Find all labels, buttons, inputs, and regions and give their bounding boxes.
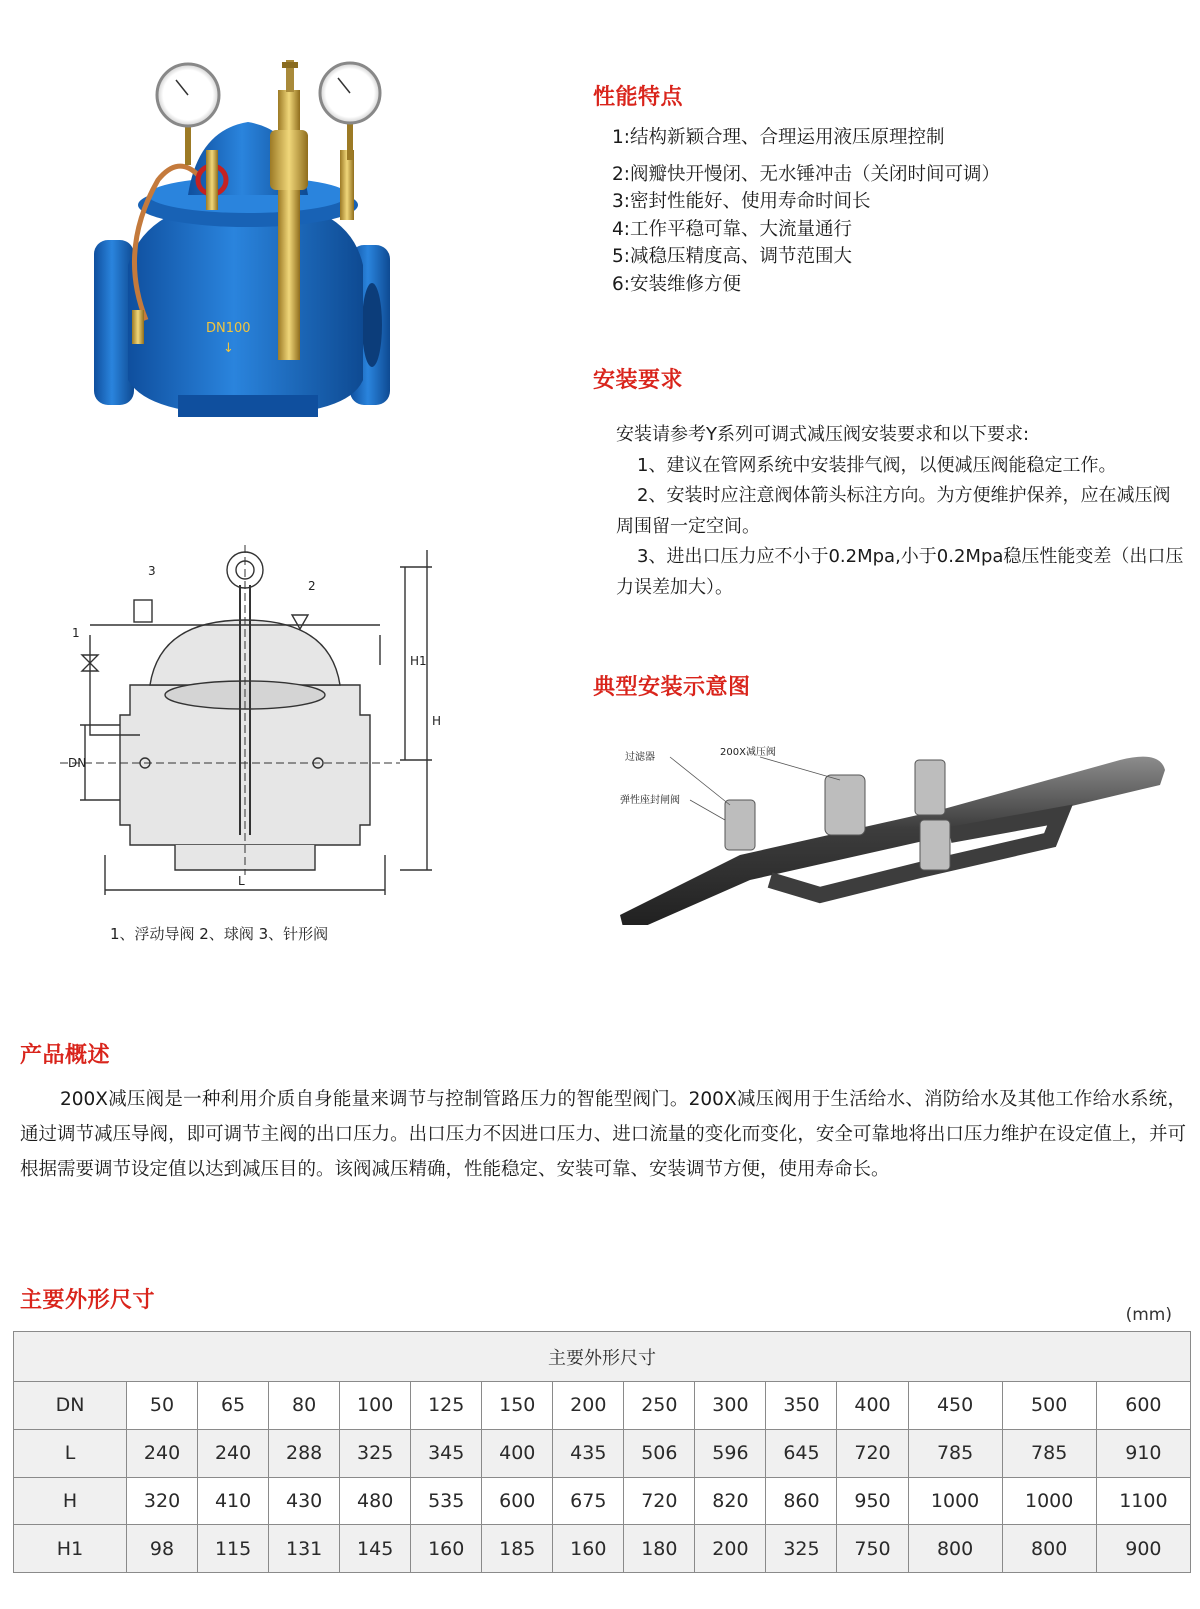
table-cell: 160: [553, 1525, 624, 1573]
row-header: DN: [14, 1382, 127, 1430]
dim-label-h: H: [432, 714, 442, 728]
table-cell: 1000: [1002, 1477, 1096, 1525]
table-cell: 250: [624, 1382, 695, 1430]
feature-item: 6:安装维修方便: [612, 273, 742, 295]
table-cell: 325: [766, 1525, 837, 1573]
overview-paragraph: 200X减压阀是一种利用介质自身能量来调节与控制管路压力的智能型阀门。200X减压阀用于生活给水、消防给水及其他工作给水系统，通过调节减压导阀，即可调节主阀的出口压力。出口压力不因进口压力、进口流量的变化而变化，安全可靠地将出口压力维护在设定值上，并可根据需要调节设定值以达到减压目的。该阀减压精确，性能稳定、安装可靠、安装调节方便，使用寿命长。: [20, 1089, 1186, 1180]
table-cell: 435: [553, 1429, 624, 1477]
table-cell: 125: [411, 1382, 482, 1430]
table-cell: 1100: [1096, 1477, 1190, 1525]
table-cell: 300: [695, 1382, 766, 1430]
table-cell: 100: [340, 1382, 411, 1430]
callout-1: 1: [72, 626, 80, 640]
table-cell: 400: [482, 1429, 553, 1477]
typical-install-diagram: [620, 745, 1180, 925]
overview-heading: 产品概述: [20, 1043, 111, 1068]
table-cell: 200: [553, 1382, 624, 1430]
table-cell: 450: [908, 1382, 1002, 1430]
table-cell: 345: [411, 1429, 482, 1477]
table-cell: 600: [482, 1477, 553, 1525]
table-cell: 1000: [908, 1477, 1002, 1525]
table-cell: 506: [624, 1429, 695, 1477]
table-cell: 65: [198, 1382, 269, 1430]
table-cell: 645: [766, 1429, 837, 1477]
table-cell: 288: [269, 1429, 340, 1477]
table-cell: 785: [1002, 1429, 1096, 1477]
table-cell: 150: [482, 1382, 553, 1430]
valve-section-drawing: [60, 545, 460, 920]
table-cell: 910: [1096, 1429, 1190, 1477]
install-item: 2、安装时应注意阀体箭头标注方向。为方便维护保养，应在减压阀周围留一定空间。: [616, 485, 1171, 537]
table-caption: 主要外形尺寸: [14, 1332, 1191, 1382]
table-cell: 410: [198, 1477, 269, 1525]
feature-item: 3:密封性能好、使用寿命时间长: [612, 191, 871, 212]
dimensions-table: [13, 1331, 1191, 1573]
table-cell: 50: [127, 1382, 198, 1430]
table-cell: 596: [695, 1429, 766, 1477]
table-cell: 240: [127, 1429, 198, 1477]
install-text: [616, 420, 1184, 603]
table-cell: 500: [1002, 1382, 1096, 1430]
row-header: L: [14, 1429, 127, 1477]
callout-3: 3: [148, 564, 156, 578]
label-valve: 200X减压阀: [720, 747, 776, 758]
feature-item: 1:结构新颖合理、合理运用液压原理控制: [612, 127, 945, 148]
install-item: 1、建议在管网系统中安装排气阀，以便减压阀能稳定工作。: [637, 454, 1117, 476]
dimensions-heading: 主要外形尺寸: [20, 1288, 156, 1313]
overview-text: [20, 1082, 1186, 1187]
table-cell: 860: [766, 1477, 837, 1525]
label-gate-valve: 弹性座封闸阀: [620, 795, 680, 806]
table-cell: 320: [127, 1477, 198, 1525]
install-item: 3、进出口压力应不小于0.2Mpa,小于0.2Mpa稳压性能变差（出口压力误差加大）。: [616, 546, 1184, 598]
table-cell: 820: [695, 1477, 766, 1525]
table-row: [14, 1382, 1191, 1430]
feature-item: 4:工作平稳可靠、大流量通行: [612, 218, 853, 240]
table-cell: 480: [340, 1477, 411, 1525]
table-caption-row: [14, 1332, 1191, 1382]
features-heading: 性能特点: [593, 85, 684, 110]
table-cell: 80: [269, 1382, 340, 1430]
table-cell: 720: [624, 1477, 695, 1525]
table-cell: 400: [837, 1382, 908, 1430]
dim-label-dn: DN: [68, 756, 87, 770]
table-cell: 240: [198, 1429, 269, 1477]
row-header: H1: [14, 1525, 127, 1573]
table-cell: 160: [411, 1525, 482, 1573]
table-cell: 325: [340, 1429, 411, 1477]
feature-item: 2:阀瓣快开慢闭、无水锤冲击（关闭时间可调）: [612, 163, 1001, 185]
feature-item: 5:减稳压精度高、调节范围大: [612, 246, 853, 267]
table-cell: 800: [908, 1525, 1002, 1573]
table-cell: 800: [1002, 1525, 1096, 1573]
table-cell: 131: [269, 1525, 340, 1573]
install-intro: 安装请参考Y系列可调式减压阀安装要求和以下要求:: [616, 424, 1030, 445]
table-cell: 750: [837, 1525, 908, 1573]
table-row: [14, 1525, 1191, 1573]
label-filter: 过滤器: [625, 752, 655, 763]
install-heading: 安装要求: [593, 368, 684, 393]
flow-arrow-mark: ↓: [223, 341, 234, 356]
callout-2: 2: [308, 579, 316, 593]
table-cell: 950: [837, 1477, 908, 1525]
section-caption: 1、浮动导阀 2、球阀 3、针形阀: [110, 925, 329, 943]
unit-label: (mm): [1125, 1305, 1172, 1325]
table-row: [14, 1477, 1191, 1525]
row-header: H: [14, 1477, 127, 1525]
table-cell: 900: [1096, 1525, 1190, 1573]
table-row: [14, 1429, 1191, 1477]
table-cell: 115: [198, 1525, 269, 1573]
table-cell: 350: [766, 1382, 837, 1430]
typical-heading: 典型安装示意图: [593, 675, 751, 700]
table-cell: 430: [269, 1477, 340, 1525]
table-cell: 98: [127, 1525, 198, 1573]
table-cell: 535: [411, 1477, 482, 1525]
dim-label-h1: H1: [410, 654, 427, 668]
table-cell: 145: [340, 1525, 411, 1573]
table-cell: 785: [908, 1429, 1002, 1477]
table-cell: 185: [482, 1525, 553, 1573]
dim-label-l: L: [238, 874, 245, 888]
features-list: [612, 124, 1000, 298]
valve-product-image: [88, 50, 418, 430]
table-cell: 720: [837, 1429, 908, 1477]
table-cell: 675: [553, 1477, 624, 1525]
table-cell: 200: [695, 1525, 766, 1573]
table-cell: 180: [624, 1525, 695, 1573]
body-mark: DN100: [206, 321, 251, 336]
table-cell: 600: [1096, 1382, 1190, 1430]
